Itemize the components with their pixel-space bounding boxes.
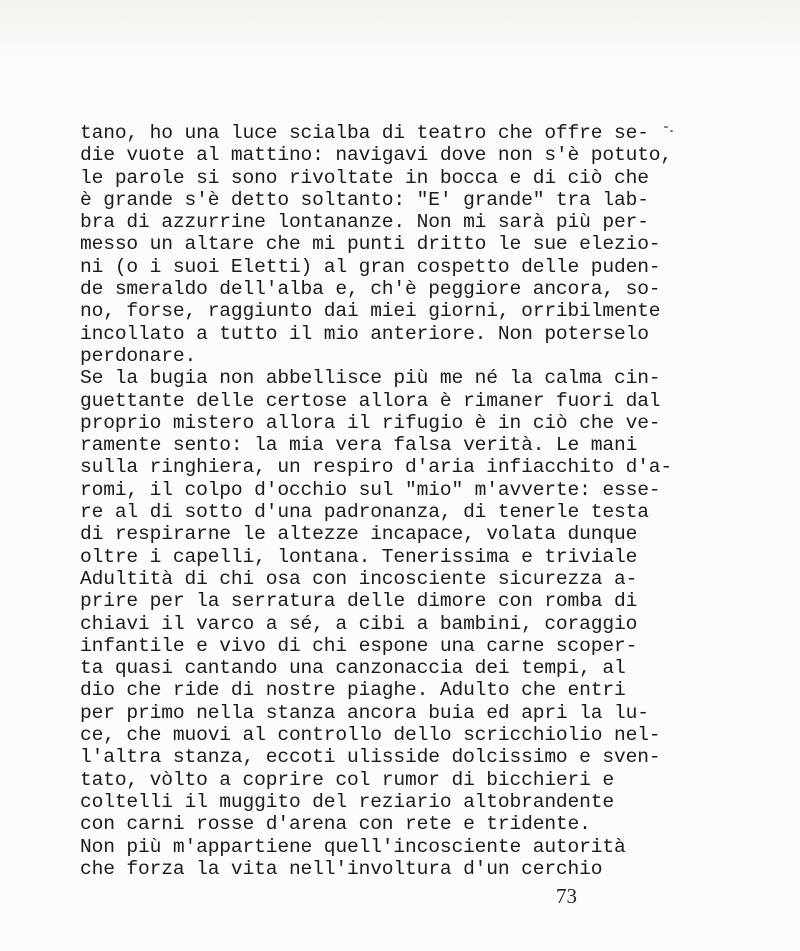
text-line: ce, che muovi al controllo dello scricchiolio nel- bbox=[80, 724, 661, 747]
text-line: chiavi il varco a sé, a cibi a bambini, coraggio bbox=[80, 612, 638, 635]
text-line: è grande s'è detto soltanto: "E' grande" tra lab- bbox=[80, 188, 649, 211]
page-number: 73 bbox=[556, 884, 577, 908]
text-line: per primo nella stanza ancora buia ed apri la lu- bbox=[80, 701, 649, 724]
text-line: re al di sotto d'una padronanza, di tenerle testa bbox=[80, 501, 649, 524]
text-line: sulla ringhiera, un respiro d'aria infiacchito d'a- bbox=[80, 456, 673, 479]
ink-speck bbox=[664, 126, 668, 128]
text-line: ta quasi cantando una canzonaccia dei tempi, al bbox=[80, 657, 626, 680]
text-line: de smeraldo dell'alba e, ch'è peggiore ancora, so- bbox=[80, 278, 661, 301]
text-line: die vuote al mattino: navigavi dove non s'è potuto, bbox=[80, 144, 673, 167]
text-line: romi, il colpo d'occhio sul "mio" m'avverte: esse- bbox=[80, 478, 661, 501]
text-line: ramente sento: la mia vera falsa verità. Le mani bbox=[80, 434, 638, 457]
text-line: tano, ho una luce scialba di teatro che offre se- bbox=[80, 122, 649, 144]
text-line: Non più m'appartiene quell'incosciente autorità bbox=[80, 835, 626, 858]
text-line: bra di azzurrine lontananze. Non mi sarà più per- bbox=[80, 211, 649, 234]
text-line: no, forse, raggiunto dai miei giorni, orribilmente bbox=[80, 300, 661, 323]
text-line: che forza la vita nell'involtura d'un cerchio bbox=[80, 857, 603, 880]
text-line: dio che ride di nostre piaghe. Adulto che entri bbox=[80, 679, 626, 702]
text-line: incollato a tutto il mio anteriore. Non poterselo bbox=[80, 322, 649, 345]
text-line: di respirarne le altezze incapace, volata dunque bbox=[80, 523, 638, 546]
text-line: le parole si sono rivoltate in bocca e di ciò che bbox=[80, 166, 649, 189]
ink-speck bbox=[670, 130, 673, 132]
text-line: con carni rosse d'arena con rete e tridente. bbox=[80, 813, 591, 836]
text-line: coltelli il muggito del reziario altobrandente bbox=[80, 790, 614, 813]
text-line: guettante delle certose allora è rimaner fuori dal bbox=[80, 389, 661, 412]
text-line: tato, vòlto a coprire col rumor di bicchieri e bbox=[80, 768, 614, 791]
text-line: l'altra stanza, eccoti ulisside dolcissimo e sven- bbox=[80, 746, 661, 769]
text-line: prire per la serratura delle dimore con romba di bbox=[80, 590, 638, 613]
text-line: messo un altare che mi punti dritto le sue elezio- bbox=[80, 233, 661, 256]
body-text bbox=[80, 122, 673, 880]
text-line: proprio mistero allora il rifugio è in ciò che ve- bbox=[80, 411, 661, 434]
text-line: oltre i capelli, lontana. Tenerissima e triviale bbox=[80, 545, 638, 568]
text-line: infantile e vivo di chi espone una carne scoper- bbox=[80, 634, 638, 657]
text-line: perdonare. bbox=[80, 344, 197, 367]
text-line: ni (o i suoi Eletti) al gran cospetto delle puden- bbox=[80, 255, 661, 278]
text-line: Se la bugia non abbellisce più me né la calma cin- bbox=[80, 367, 661, 390]
text-line: Adultità di chi osa con incosciente sicurezza a- bbox=[80, 567, 638, 590]
